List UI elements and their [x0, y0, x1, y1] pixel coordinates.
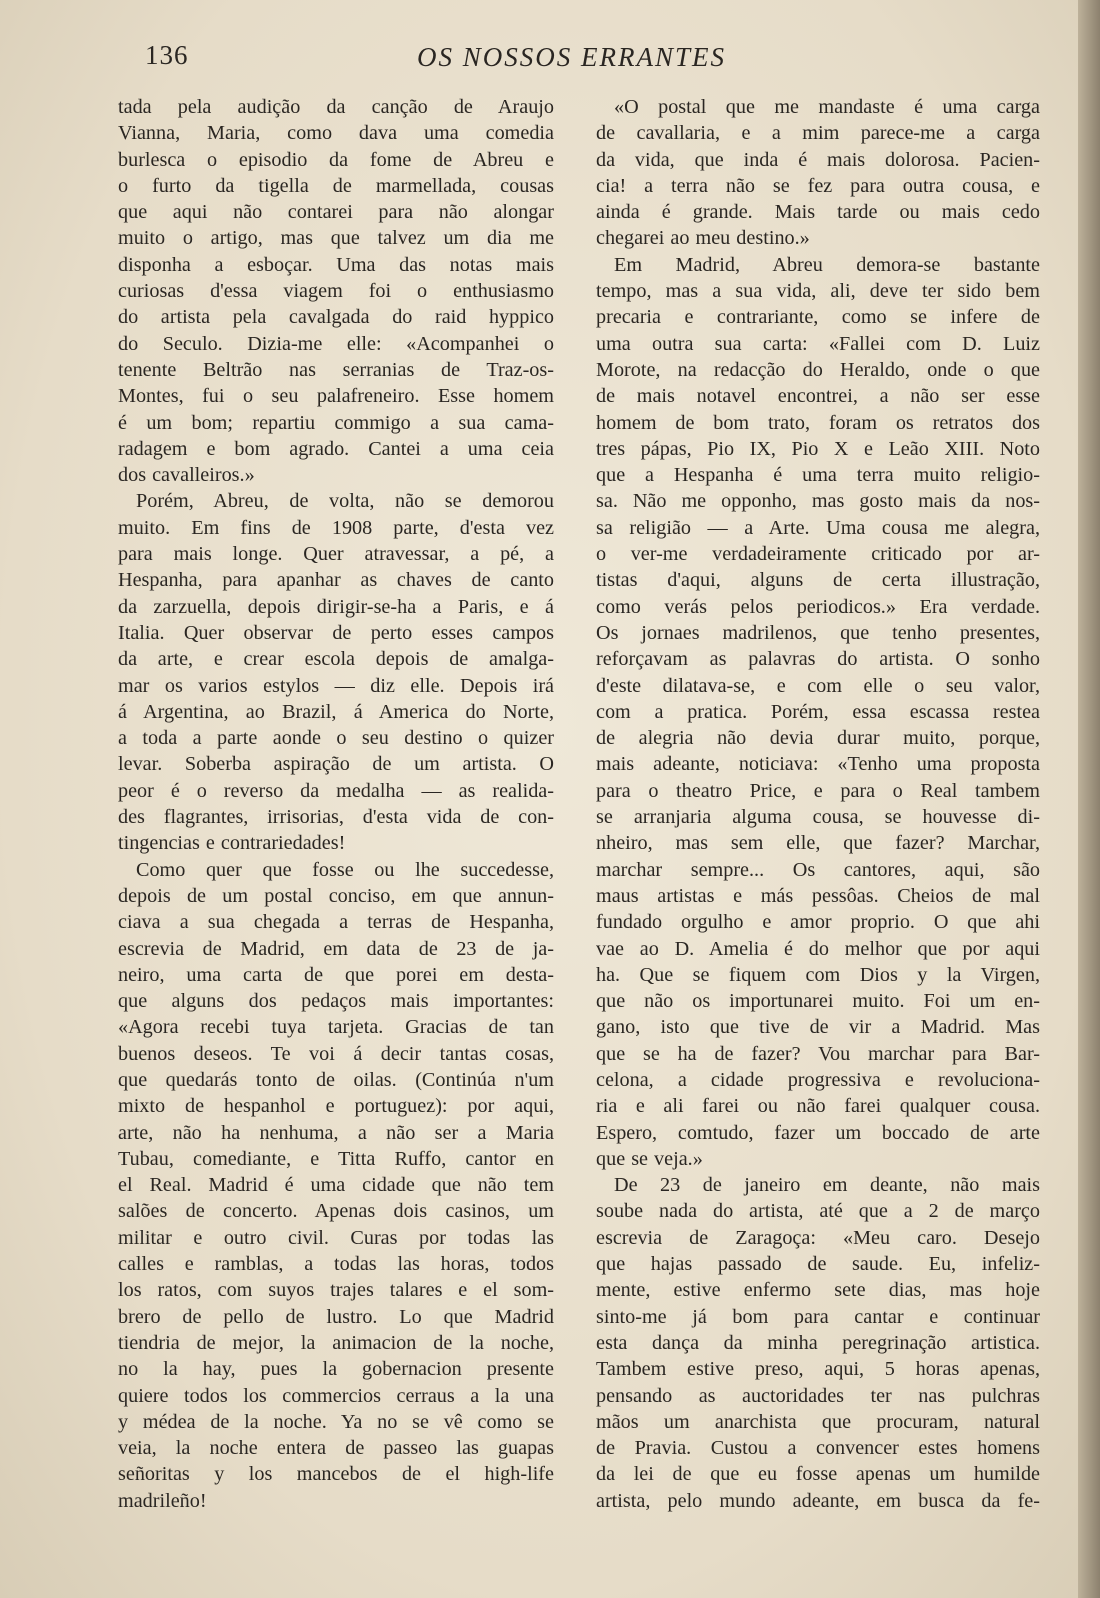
text-line: militar e outro civil. Curas por todas las — [118, 1226, 554, 1249]
text-line: madrileño! — [118, 1489, 207, 1512]
text-line: neiro, uma carta de que porei em desta- — [118, 963, 554, 986]
text-line: que aqui não contarei para não alongar — [118, 201, 554, 224]
page-number: 136 — [145, 40, 189, 70]
text-line: para mais longe. Quer atravessar, a pé, a — [118, 543, 554, 566]
text-line: que hajas passado de saude. Eu, infeliz- — [596, 1253, 1040, 1276]
text-line: a toda a parte aonde o seu destino o quizer — [118, 727, 554, 750]
text-line: mente, estive enfermo sete dias, mas hoje — [596, 1279, 1040, 1302]
text-line: Vianna, Maria, como dava uma comedia — [118, 122, 554, 145]
text-line: tiendria de mejor, la animacion de la noche, — [118, 1331, 554, 1354]
text-line: De 23 de janeiro em deante, não mais — [614, 1174, 1040, 1197]
text-line: de Pravia. Custou a convencer estes homens — [596, 1437, 1040, 1460]
text-line: reforçavam as palavras do artista. O sonho — [596, 648, 1040, 671]
text-line: disponha a esboçar. Uma das notas mais — [118, 253, 554, 276]
text-line: no la hay, pues la gobernacion presente — [118, 1358, 554, 1381]
text-line: tada pela audição da canção de Araujo — [118, 96, 554, 118]
text-line: Em Madrid, Abreu demora-se bastante — [614, 253, 1040, 276]
text-line: «Agora recebi tuya tarjeta. Gracias de tan — [118, 1016, 554, 1039]
text-line: sa. Não me opponho, mas gosto mais da nos- — [596, 490, 1040, 513]
text-line: homem de bom trato, foram os retratos dos — [596, 411, 1040, 434]
text-line: escrevia de Madrid, em data de 23 de ja- — [118, 937, 554, 960]
text-line: de alegria não devia durar muito, porque, — [596, 727, 1040, 750]
text-line: Tubau, comediante, e Titta Ruffo, cantor en — [118, 1147, 554, 1170]
text-line: da lei de que eu fosse apenas um humilde — [596, 1463, 1040, 1486]
text-line: salões de concerto. Apenas dois casinos, um — [118, 1200, 554, 1223]
text-line: mar os varios estylos — diz elle. Depois irá — [118, 674, 554, 697]
text-line: tistas d'aqui, alguns de certa illustração, — [596, 569, 1040, 592]
text-line: Como quer que fosse ou lhe succedesse, — [136, 858, 554, 881]
text-line: nheiro, mas sem elle, que fazer? Marchar, — [596, 832, 1040, 855]
text-line: de mais notavel encontrei, a não ser esse — [596, 385, 1040, 408]
running-head: OS NOSSOS ERRANTES — [417, 42, 726, 72]
text-line: soube nada do artista, até que a 2 de março — [596, 1200, 1040, 1223]
text-line: tenente Beltrão nas serranias de Traz-os- — [118, 358, 554, 381]
text-line: como verás pelos periodicos.» Era verdade. — [596, 595, 1040, 618]
text-line: com a pratica. Porém, essa escassa restea — [596, 700, 1040, 723]
text-line: burlesca o episodio da fome de Abreu e — [118, 148, 554, 171]
page-edge — [1078, 0, 1100, 1598]
left-text-column — [118, 94, 554, 1514]
text-line: precaria e contrariante, como se infere de — [596, 306, 1040, 329]
text-line: escrevia de Zaragoça: «Meu caro. Desejo — [596, 1226, 1040, 1249]
text-line: uma outra sua carta: «Fallei com D. Luiz — [596, 332, 1040, 355]
text-line: á Argentina, ao Brazil, á America do Norte, — [118, 700, 554, 723]
text-line: radagem e bom agrado. Cantei a uma ceia — [118, 437, 554, 460]
text-line: para o theatro Price, e para o Real tambem — [596, 779, 1040, 802]
text-line: levar. Soberba aspiração de um artista. O — [118, 753, 554, 776]
text-line: que não os importunarei muito. Foi um en- — [596, 990, 1040, 1013]
text-line: señoritas y los mancebos de el high-life — [118, 1463, 554, 1486]
text-line: mãos um anarchista que procuram, natural — [596, 1410, 1040, 1433]
text-line: celona, a cidade progressiva e revoluciona- — [596, 1068, 1040, 1091]
text-line: Morote, na redacção do Heraldo, onde o que — [596, 358, 1040, 381]
text-line: curiosas d'essa viagem foi o enthusiasmo — [118, 280, 554, 303]
text-line: chegarei ao meu destino.» — [596, 227, 810, 250]
text-line: buenos deseos. Te voi á decir tantas cosas, — [118, 1042, 554, 1065]
text-line: de cavallaria, e a mim parece-me a carga — [596, 122, 1040, 145]
text-line: peor é o reverso da medalha — as realida- — [118, 779, 554, 802]
text-line: arte, não ha nenhuma, a não ser a Maria — [118, 1121, 554, 1144]
text-line: o furto da tigella de marmellada, cousas — [118, 174, 554, 197]
text-line: é um bom; repartiu commigo a sua cama- — [118, 411, 554, 434]
text-line: d'este dilatava-se, e com elle o seu valor, — [596, 674, 1040, 697]
text-line: «O postal que me mandaste é uma carga — [614, 96, 1040, 118]
text-line: Tambem estive preso, aqui, 5 horas apenas, — [596, 1358, 1040, 1381]
text-line: fundado orgulho e amor proprio. O que ahi — [596, 911, 1040, 934]
text-line: veia, la noche entera de passeo las guapas — [118, 1437, 554, 1460]
text-line: muito o artigo, mas que talvez um dia me — [118, 227, 554, 250]
text-line: da zarzuella, depois dirigir-se-ha a Paris, e á — [118, 595, 554, 618]
text-line: brero de pello de lustro. Lo que Madrid — [118, 1305, 554, 1328]
text-line: los ratos, com suyos trajes talares e el som- — [118, 1279, 554, 1302]
text-line: do Seculo. Dizia-me elle: «Acompanhei o — [118, 332, 554, 355]
text-line: cia! a terra não se fez para outra cousa, e — [596, 174, 1040, 197]
text-line: que quedarás tonto de oilas. (Continúa n'um — [118, 1068, 554, 1091]
text-line: do artista pela cavalgada do raid hyppico — [118, 306, 554, 329]
text-line: el Real. Madrid é uma cidade que não tem — [118, 1174, 554, 1197]
text-line: que a Hespanha é uma terra muito religio- — [596, 464, 1040, 487]
text-line: sinto-me já bom para cantar e continuar — [596, 1305, 1040, 1328]
text-line: quiere todos los commercios cerraus a la una — [118, 1384, 554, 1407]
text-line: muito. Em fins de 1908 parte, d'esta vez — [118, 516, 554, 539]
text-line: ciava a sua chegada a terras de Hespanha, — [118, 911, 554, 934]
text-line: ria e ali farei ou não farei qualquer cousa. — [596, 1095, 1040, 1118]
text-line: depois de um postal conciso, em que annun- — [118, 884, 554, 907]
text-line: Os jornaes madrilenos, que tenho presentes, — [596, 621, 1040, 644]
text-line: y médea de la noche. Ya no se vê como se — [118, 1410, 554, 1433]
text-line: vae ao D. Amelia é do melhor que por aqui — [596, 937, 1040, 960]
text-line: Espero, comtudo, fazer um boccado de arte — [596, 1121, 1040, 1144]
text-line: sa religião — a Arte. Uma cousa me alegra, — [596, 516, 1040, 539]
text-line: tres pápas, Pio IX, Pio X e Leão XIII. Noto — [596, 437, 1040, 460]
text-line: da arte, e crear escola depois de amalga- — [118, 648, 554, 671]
text-line: que se veja.» — [596, 1147, 703, 1170]
text-line: Porém, Abreu, de volta, não se demorou — [136, 490, 554, 513]
text-line: Hespanha, para apanhar as chaves de canto — [118, 569, 554, 592]
text-line: tingencias e contrariedades! — [118, 832, 346, 855]
text-line: o ver-me verdadeiramente criticado por ar- — [596, 543, 1040, 566]
text-line: des flagrantes, irrisorias, d'esta vida de con- — [118, 806, 554, 829]
text-line: pensando as auctoridades ter nas pulchras — [596, 1384, 1040, 1407]
text-line: esta dança da minha peregrinação artistica. — [596, 1331, 1040, 1354]
text-line: maus artistas e más pessôas. Cheios de mal — [596, 884, 1040, 907]
text-line: que alguns dos pedaços mais importantes: — [118, 990, 554, 1013]
text-line: ha. Que se fiquem com Dios y la Virgen, — [596, 963, 1040, 986]
text-line: gano, isto que tive de vir a Madrid. Mas — [596, 1016, 1040, 1039]
text-line: dos cavalleiros.» — [118, 464, 255, 487]
text-line: se arranjaria alguma cousa, se houvesse di- — [596, 806, 1040, 829]
text-line: que se ha de fazer? Vou marchar para Bar- — [596, 1042, 1040, 1065]
text-line: marchar sempre... Os cantores, aqui, são — [596, 858, 1040, 881]
text-line: artista, pelo mundo adeante, em busca da fe- — [596, 1489, 1040, 1512]
text-line: Italia. Quer observar de perto esses campos — [118, 621, 554, 644]
right-text-column — [596, 94, 1040, 1514]
text-line: tempo, mas a sua vida, ali, deve ter sido bem — [596, 280, 1040, 303]
text-line: Montes, fui o seu palafreneiro. Esse homem — [118, 385, 554, 408]
text-line: da vida, que inda é mais dolorosa. Pacien- — [596, 148, 1040, 171]
text-line: calles e ramblas, a todas las horas, todos — [118, 1253, 554, 1276]
text-line: mixto de hespanhol e portuguez): por aqui, — [118, 1095, 554, 1118]
text-line: mais adeante, noticiava: «Tenho uma proposta — [596, 753, 1040, 776]
text-line: ainda é grande. Mais tarde ou mais cedo — [596, 201, 1040, 224]
